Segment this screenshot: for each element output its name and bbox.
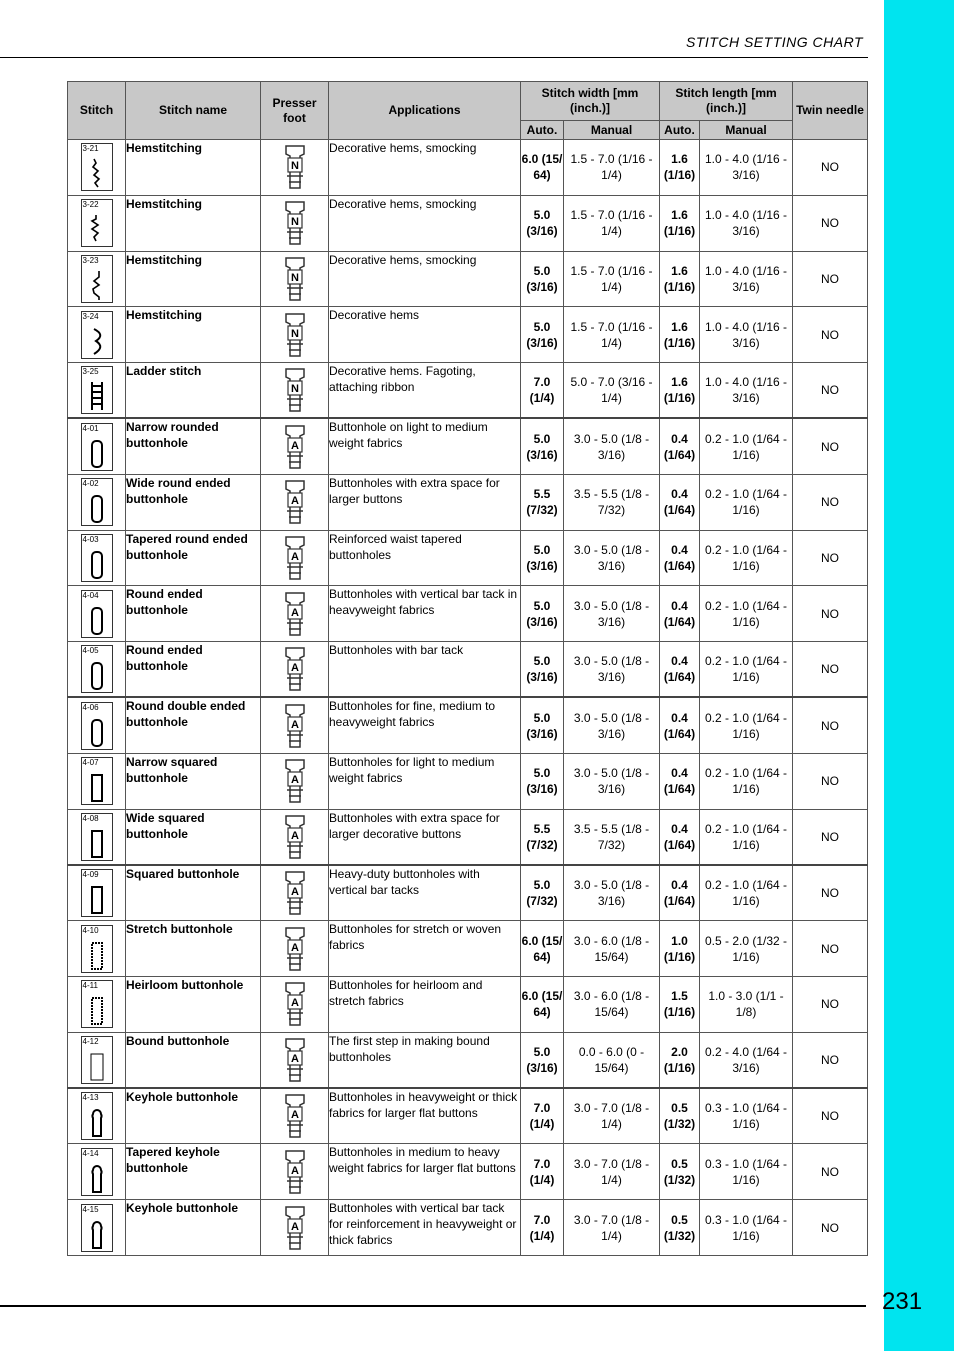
- stitch-name: Hemstitching: [126, 140, 261, 196]
- twin-needle-value: NO: [793, 140, 868, 196]
- presser-foot-icon: [282, 981, 308, 1027]
- stitch-name: Narrow rounded buttonhole: [126, 418, 261, 474]
- table-row: [68, 1032, 868, 1088]
- width-auto: 5.0 (3/16): [521, 753, 564, 809]
- presser-foot-icon: [282, 367, 308, 413]
- stitch-pattern-icon: [81, 255, 113, 303]
- svg-text:A: A: [290, 718, 299, 731]
- presser-foot-icon: [282, 591, 308, 637]
- stitch-name: Round ended buttonhole: [126, 586, 261, 642]
- application-text: Buttonholes with extra space for larger buttons: [329, 474, 521, 530]
- presser-foot-icon: [282, 1149, 308, 1195]
- length-auto: 0.4 (1/64): [660, 474, 700, 530]
- stitch-pattern-icon: [81, 366, 113, 414]
- width-auto: 5.0 (3/16): [521, 1032, 564, 1088]
- twin-needle-value: NO: [793, 1088, 868, 1144]
- presser-foot-cell: [261, 586, 329, 642]
- stitch-pattern-icon: [81, 757, 113, 805]
- stitch-icon-cell: [68, 697, 126, 753]
- length-auto: 0.4 (1/64): [660, 586, 700, 642]
- length-auto: 0.4 (1/64): [660, 809, 700, 865]
- application-text: Decorative hems, smocking: [329, 140, 521, 196]
- length-auto: 0.4 (1/64): [660, 530, 700, 586]
- svg-text:A: A: [290, 662, 299, 675]
- svg-text:A: A: [290, 1220, 299, 1233]
- stitch-icon-cell: [68, 976, 126, 1032]
- presser-foot-cell: [261, 363, 329, 419]
- stitch-code: 4-12: [82, 1036, 99, 1046]
- width-auto: 5.0 (3/16): [521, 697, 564, 753]
- length-manual: 1.0 - 4.0 (1/16 - 3/16): [700, 140, 793, 196]
- width-auto: 5.0 (3/16): [521, 251, 564, 307]
- twin-needle-value: NO: [793, 251, 868, 307]
- presser-foot-icon: [282, 200, 308, 246]
- stitch-icon-cell: [68, 809, 126, 865]
- stitch-pattern-icon: [81, 534, 113, 582]
- header-stitch: Stitch: [68, 82, 126, 140]
- stitch-code: 4-07: [82, 758, 99, 768]
- presser-foot-cell: [261, 921, 329, 977]
- stitch-name: Round ended buttonhole: [126, 642, 261, 698]
- application-text: Buttonholes for light to medium weight fabrics: [329, 753, 521, 809]
- table-row: [68, 1200, 868, 1256]
- length-manual: 0.3 - 1.0 (1/64 - 1/16): [700, 1144, 793, 1200]
- width-manual: 1.5 - 7.0 (1/16 - 1/4): [564, 307, 660, 363]
- stitch-pattern-icon: [81, 1092, 113, 1140]
- stitch-icon-cell: [68, 642, 126, 698]
- svg-text:A: A: [290, 550, 299, 563]
- stitch-code: 4-06: [82, 702, 99, 712]
- width-manual: 3.0 - 5.0 (1/8 - 3/16): [564, 865, 660, 921]
- table-row: [68, 697, 868, 753]
- stitch-icon-cell: [68, 530, 126, 586]
- table-row: [68, 642, 868, 698]
- length-manual: 0.2 - 1.0 (1/64 - 1/16): [700, 809, 793, 865]
- svg-text:N: N: [290, 327, 299, 340]
- twin-needle-value: NO: [793, 418, 868, 474]
- stitch-name: Bound buttonhole: [126, 1032, 261, 1088]
- presser-foot-cell: [261, 1200, 329, 1256]
- stitch-code: 3-24: [82, 311, 99, 321]
- length-manual: 1.0 - 4.0 (1/16 - 3/16): [700, 195, 793, 251]
- stitch-pattern-icon: [81, 1204, 113, 1252]
- stitch-name: Stretch buttonhole: [126, 921, 261, 977]
- presser-foot-icon: [282, 758, 308, 804]
- length-auto: 1.6 (1/16): [660, 363, 700, 419]
- application-text: Buttonholes for stretch or woven fabrics: [329, 921, 521, 977]
- presser-foot-cell: [261, 865, 329, 921]
- twin-needle-value: NO: [793, 363, 868, 419]
- stitch-code: 4-04: [82, 590, 99, 600]
- stitch-name: Round double ended buttonhole: [126, 697, 261, 753]
- twin-needle-value: NO: [793, 586, 868, 642]
- width-manual: 1.5 - 7.0 (1/16 - 1/4): [564, 195, 660, 251]
- presser-foot-cell: [261, 1032, 329, 1088]
- length-auto: 2.0 (1/16): [660, 1032, 700, 1088]
- length-auto: 0.5 (1/32): [660, 1144, 700, 1200]
- width-auto: 7.0 (1/4): [521, 363, 564, 419]
- width-auto: 7.0 (1/4): [521, 1088, 564, 1144]
- header-stitch-length: Stitch length [mm (inch.)]: [660, 82, 793, 121]
- application-text: Decorative hems. Fagoting, attaching ribbon: [329, 363, 521, 419]
- stitch-code: 3-23: [82, 255, 99, 265]
- stitch-setting-table: [67, 81, 868, 1256]
- stitch-pattern-icon: [81, 702, 113, 750]
- presser-foot-cell: [261, 753, 329, 809]
- length-manual: 1.0 - 4.0 (1/16 - 3/16): [700, 251, 793, 307]
- header-stitch-width: Stitch width [mm (inch.)]: [521, 82, 660, 121]
- stitch-icon-cell: [68, 251, 126, 307]
- table-row: [68, 530, 868, 586]
- stitch-code: 4-01: [82, 423, 99, 433]
- stitch-pattern-icon: [81, 925, 113, 973]
- presser-foot-icon: [282, 814, 308, 860]
- svg-text:N: N: [290, 216, 299, 229]
- stitch-icon-cell: [68, 195, 126, 251]
- application-text: Buttonholes with bar tack: [329, 642, 521, 698]
- footer-divider: [0, 1305, 866, 1307]
- width-auto: 5.0 (3/16): [521, 418, 564, 474]
- svg-text:A: A: [290, 439, 299, 452]
- stitch-pattern-icon: [81, 980, 113, 1028]
- application-text: Buttonholes with vertical bar tack in heavyweight fabrics: [329, 586, 521, 642]
- svg-text:N: N: [290, 383, 299, 396]
- twin-needle-value: NO: [793, 1144, 868, 1200]
- stitch-code: 4-05: [82, 646, 99, 656]
- width-manual: 3.0 - 5.0 (1/8 - 3/16): [564, 530, 660, 586]
- header-length-auto: Auto.: [660, 121, 700, 140]
- width-manual: 5.0 - 7.0 (3/16 - 1/4): [564, 363, 660, 419]
- stitch-pattern-icon: [81, 423, 113, 471]
- stitch-icon-cell: [68, 865, 126, 921]
- stitch-name: Keyhole buttonhole: [126, 1200, 261, 1256]
- svg-text:A: A: [290, 495, 299, 508]
- stitch-name: Hemstitching: [126, 251, 261, 307]
- presser-foot-icon: [282, 926, 308, 972]
- table-row: [68, 474, 868, 530]
- header-length-manual: Manual: [700, 121, 793, 140]
- width-manual: 3.5 - 5.5 (1/8 - 7/32): [564, 809, 660, 865]
- twin-needle-value: NO: [793, 809, 868, 865]
- width-manual: 3.0 - 6.0 (1/8 - 15/64): [564, 976, 660, 1032]
- stitch-name: Squared buttonhole: [126, 865, 261, 921]
- stitch-pattern-icon: [81, 143, 113, 191]
- width-manual: 3.0 - 5.0 (1/8 - 3/16): [564, 753, 660, 809]
- stitch-name: Keyhole buttonhole: [126, 1088, 261, 1144]
- stitch-code: 3-25: [82, 367, 99, 377]
- length-auto: 1.6 (1/16): [660, 251, 700, 307]
- twin-needle-value: NO: [793, 530, 868, 586]
- length-auto: 0.4 (1/64): [660, 418, 700, 474]
- stitch-icon-cell: [68, 586, 126, 642]
- presser-foot-cell: [261, 1144, 329, 1200]
- svg-text:N: N: [290, 271, 299, 284]
- width-auto: 6.0 (15/ 64): [521, 976, 564, 1032]
- table-row: [68, 976, 868, 1032]
- table-row: [68, 251, 868, 307]
- stitch-code: 4-03: [82, 534, 99, 544]
- presser-foot-cell: [261, 195, 329, 251]
- stitch-pattern-icon: [81, 199, 113, 247]
- width-manual: 3.0 - 7.0 (1/8 - 1/4): [564, 1200, 660, 1256]
- length-auto: 0.4 (1/64): [660, 753, 700, 809]
- svg-text:A: A: [290, 1164, 299, 1177]
- length-manual: 0.2 - 1.0 (1/64 - 1/16): [700, 642, 793, 698]
- page-number: 231: [882, 1288, 923, 1315]
- length-manual: 0.2 - 1.0 (1/64 - 1/16): [700, 418, 793, 474]
- presser-foot-icon: [282, 424, 308, 470]
- length-auto: 1.0 (1/16): [660, 921, 700, 977]
- presser-foot-cell: [261, 1088, 329, 1144]
- width-manual: 3.5 - 5.5 (1/8 - 7/32): [564, 474, 660, 530]
- width-manual: 3.0 - 7.0 (1/8 - 1/4): [564, 1144, 660, 1200]
- length-auto: 0.4 (1/64): [660, 642, 700, 698]
- stitch-code: 4-13: [82, 1093, 99, 1103]
- length-manual: 0.2 - 1.0 (1/64 - 1/16): [700, 530, 793, 586]
- length-auto: 0.5 (1/32): [660, 1088, 700, 1144]
- stitch-icon-cell: [68, 1088, 126, 1144]
- stitch-pattern-icon: [81, 1036, 113, 1084]
- application-text: Buttonholes in medium to heavy weight fabrics for larger flat buttons: [329, 1144, 521, 1200]
- svg-text:A: A: [290, 1052, 299, 1065]
- header-presser-foot: Presser foot: [261, 82, 329, 140]
- header-applications: Applications: [329, 82, 521, 140]
- width-auto: 5.0 (3/16): [521, 642, 564, 698]
- presser-foot-icon: [282, 703, 308, 749]
- stitch-code: 4-14: [82, 1148, 99, 1158]
- stitch-pattern-icon: [81, 645, 113, 693]
- table-row: [68, 1088, 868, 1144]
- stitch-code: 4-10: [82, 925, 99, 935]
- length-auto: 0.5 (1/32): [660, 1200, 700, 1256]
- width-auto: 7.0 (1/4): [521, 1200, 564, 1256]
- header-width-manual: Manual: [564, 121, 660, 140]
- stitch-code: 4-02: [82, 479, 99, 489]
- presser-foot-icon: [282, 1037, 308, 1083]
- stitch-name: Wide squared buttonhole: [126, 809, 261, 865]
- presser-foot-cell: [261, 251, 329, 307]
- application-text: The first step in making bound buttonholes: [329, 1032, 521, 1088]
- stitch-icon-cell: [68, 1200, 126, 1256]
- width-manual: 3.0 - 5.0 (1/8 - 3/16): [564, 586, 660, 642]
- application-text: Buttonholes with extra space for larger decorative buttons: [329, 809, 521, 865]
- presser-foot-icon: [282, 479, 308, 525]
- length-manual: 0.2 - 1.0 (1/64 - 1/16): [700, 697, 793, 753]
- presser-foot-icon: [282, 535, 308, 581]
- stitch-name: Tapered keyhole buttonhole: [126, 1144, 261, 1200]
- application-text: Buttonhole on light to medium weight fabrics: [329, 418, 521, 474]
- length-auto: 1.6 (1/16): [660, 307, 700, 363]
- stitch-icon-cell: [68, 753, 126, 809]
- presser-foot-icon: [282, 646, 308, 692]
- stitch-icon-cell: [68, 363, 126, 419]
- svg-text:A: A: [290, 606, 299, 619]
- length-auto: 0.4 (1/64): [660, 865, 700, 921]
- width-manual: 0.0 - 6.0 (0 - 15/64): [564, 1032, 660, 1088]
- stitch-icon-cell: [68, 921, 126, 977]
- presser-foot-icon: [282, 1093, 308, 1139]
- svg-text:A: A: [290, 1109, 299, 1122]
- presser-foot-cell: [261, 140, 329, 196]
- application-text: Heavy-duty buttonholes with vertical bar tacks: [329, 865, 521, 921]
- presser-foot-icon: [282, 256, 308, 302]
- presser-foot-cell: [261, 976, 329, 1032]
- stitch-name: Ladder stitch: [126, 363, 261, 419]
- length-manual: 0.2 - 4.0 (1/64 - 3/16): [700, 1032, 793, 1088]
- stitch-icon-cell: [68, 418, 126, 474]
- presser-foot-cell: [261, 642, 329, 698]
- chapter-side-tab: [884, 0, 954, 1351]
- application-text: Decorative hems: [329, 307, 521, 363]
- table-row: [68, 195, 868, 251]
- length-manual: 0.3 - 1.0 (1/64 - 1/16): [700, 1088, 793, 1144]
- twin-needle-value: NO: [793, 697, 868, 753]
- stitch-pattern-icon: [81, 813, 113, 861]
- width-manual: 1.5 - 7.0 (1/16 - 1/4): [564, 140, 660, 196]
- application-text: Decorative hems, smocking: [329, 251, 521, 307]
- stitch-pattern-icon: [81, 478, 113, 526]
- length-manual: 0.2 - 1.0 (1/64 - 1/16): [700, 474, 793, 530]
- header-stitch-name: Stitch name: [126, 82, 261, 140]
- length-auto: 1.5 (1/16): [660, 976, 700, 1032]
- length-manual: 0.2 - 1.0 (1/64 - 1/16): [700, 586, 793, 642]
- twin-needle-value: NO: [793, 307, 868, 363]
- stitch-name: Hemstitching: [126, 307, 261, 363]
- twin-needle-value: NO: [793, 195, 868, 251]
- presser-foot-icon: [282, 870, 308, 916]
- length-auto: 1.6 (1/16): [660, 140, 700, 196]
- width-auto: 6.0 (15/ 64): [521, 140, 564, 196]
- twin-needle-value: NO: [793, 1200, 868, 1256]
- width-auto: 6.0 (15/ 64): [521, 921, 564, 977]
- width-manual: 3.0 - 5.0 (1/8 - 3/16): [564, 697, 660, 753]
- table-row: [68, 418, 868, 474]
- svg-text:A: A: [290, 774, 299, 787]
- length-manual: 1.0 - 4.0 (1/16 - 3/16): [700, 363, 793, 419]
- width-manual: 1.5 - 7.0 (1/16 - 1/4): [564, 251, 660, 307]
- stitch-code: 4-15: [82, 1204, 99, 1214]
- stitch-icon-cell: [68, 140, 126, 196]
- presser-foot-cell: [261, 809, 329, 865]
- length-manual: 1.0 - 3.0 (1/1 - 1/8): [700, 976, 793, 1032]
- stitch-code: 4-08: [82, 813, 99, 823]
- presser-foot-cell: [261, 474, 329, 530]
- table-row: [68, 753, 868, 809]
- length-manual: 0.2 - 1.0 (1/64 - 1/16): [700, 865, 793, 921]
- stitch-icon-cell: [68, 1032, 126, 1088]
- twin-needle-value: NO: [793, 753, 868, 809]
- presser-foot-icon: [282, 1205, 308, 1251]
- twin-needle-value: NO: [793, 921, 868, 977]
- header-width-auto: Auto.: [521, 121, 564, 140]
- twin-needle-value: NO: [793, 976, 868, 1032]
- application-text: Buttonholes in heavyweight or thick fabrics for larger flat buttons: [329, 1088, 521, 1144]
- stitch-code: 4-11: [82, 981, 98, 991]
- table-row: [68, 140, 868, 196]
- length-auto: 1.6 (1/16): [660, 195, 700, 251]
- stitch-code: 3-22: [82, 200, 99, 210]
- twin-needle-value: NO: [793, 1032, 868, 1088]
- table-row: [68, 809, 868, 865]
- header-twin-needle: Twin needle: [793, 82, 868, 140]
- table-row: [68, 865, 868, 921]
- svg-text:N: N: [290, 160, 299, 173]
- twin-needle-value: NO: [793, 865, 868, 921]
- application-text: Buttonholes for heirloom and stretch fabrics: [329, 976, 521, 1032]
- presser-foot-cell: [261, 418, 329, 474]
- length-manual: 0.5 - 2.0 (1/32 - 1/16): [700, 921, 793, 977]
- stitch-name: Wide round ended buttonhole: [126, 474, 261, 530]
- table-row: [68, 307, 868, 363]
- length-auto: 0.4 (1/64): [660, 697, 700, 753]
- application-text: Decorative hems, smocking: [329, 195, 521, 251]
- stitch-code: 3-21: [82, 144, 99, 154]
- svg-text:A: A: [290, 886, 299, 898]
- width-auto: 5.0 (7/32): [521, 865, 564, 921]
- presser-foot-cell: [261, 307, 329, 363]
- svg-text:A: A: [290, 829, 299, 842]
- presser-foot-cell: [261, 530, 329, 586]
- presser-foot-icon: [282, 312, 308, 358]
- stitch-name: Heirloom buttonhole: [126, 976, 261, 1032]
- stitch-icon-cell: [68, 474, 126, 530]
- stitch-icon-cell: [68, 307, 126, 363]
- application-text: Buttonholes for fine, medium to heavyweight fabrics: [329, 697, 521, 753]
- stitch-name: Hemstitching: [126, 195, 261, 251]
- presser-foot-icon: [282, 144, 308, 190]
- presser-foot-cell: [261, 697, 329, 753]
- stitch-pattern-icon: [81, 1148, 113, 1196]
- application-text: Reinforced waist tapered buttonholes: [329, 530, 521, 586]
- application-text: Buttonholes with vertical bar tack for reinforcement in heavyweight or thick fabrics: [329, 1200, 521, 1256]
- table-row: [68, 921, 868, 977]
- width-auto: 5.0 (3/16): [521, 530, 564, 586]
- stitch-name: Narrow squared buttonhole: [126, 753, 261, 809]
- stitch-pattern-icon: [81, 869, 113, 917]
- width-auto: 5.0 (3/16): [521, 586, 564, 642]
- svg-text:A: A: [290, 997, 299, 1010]
- svg-text:A: A: [290, 941, 299, 954]
- page-header-title: STITCH SETTING CHART: [686, 34, 863, 50]
- width-manual: 3.0 - 7.0 (1/8 - 1/4): [564, 1088, 660, 1144]
- stitch-name: Tapered round ended buttonhole: [126, 530, 261, 586]
- twin-needle-value: NO: [793, 474, 868, 530]
- stitch-code: 4-09: [82, 870, 99, 879]
- stitch-pattern-icon: [81, 311, 113, 359]
- stitch-pattern-icon: [81, 590, 113, 638]
- width-manual: 3.0 - 5.0 (1/8 - 3/16): [564, 418, 660, 474]
- width-auto: 5.5 (7/32): [521, 474, 564, 530]
- twin-needle-value: NO: [793, 642, 868, 698]
- length-manual: 0.3 - 1.0 (1/64 - 1/16): [700, 1200, 793, 1256]
- table-row: [68, 1144, 868, 1200]
- width-manual: 3.0 - 5.0 (1/8 - 3/16): [564, 642, 660, 698]
- width-manual: 3.0 - 6.0 (1/8 - 15/64): [564, 921, 660, 977]
- length-manual: 1.0 - 4.0 (1/16 - 3/16): [700, 307, 793, 363]
- stitch-icon-cell: [68, 1144, 126, 1200]
- length-manual: 0.2 - 1.0 (1/64 - 1/16): [700, 753, 793, 809]
- table-row: [68, 586, 868, 642]
- width-auto: 7.0 (1/4): [521, 1144, 564, 1200]
- header-divider: [0, 57, 868, 58]
- table-row: [68, 363, 868, 419]
- width-auto: 5.0 (3/16): [521, 307, 564, 363]
- width-auto: 5.5 (7/32): [521, 809, 564, 865]
- width-auto: 5.0 (3/16): [521, 195, 564, 251]
